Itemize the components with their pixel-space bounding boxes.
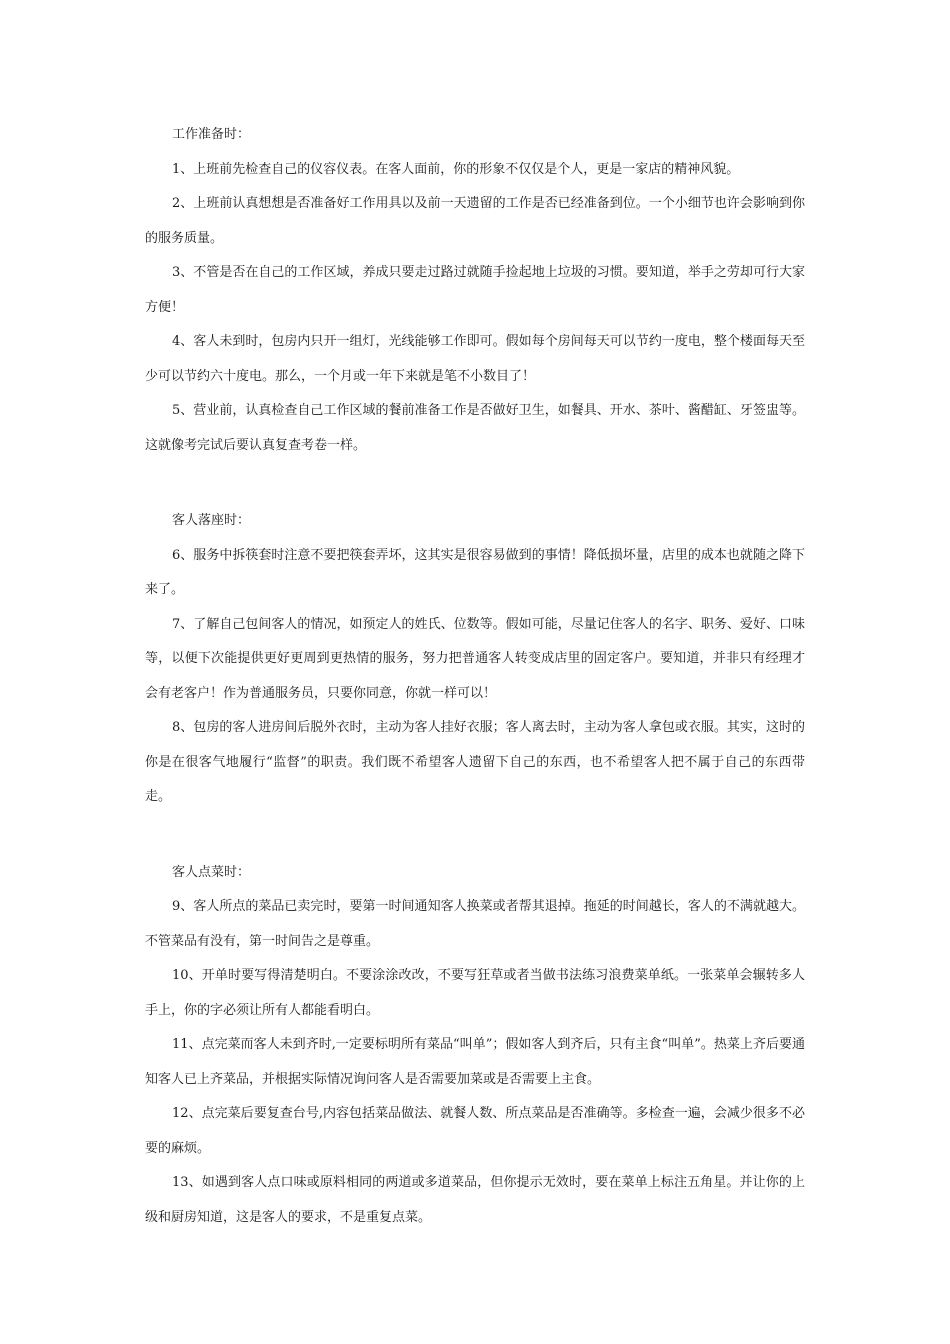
paragraph-item: 6、服务中拆筷套时注意不要把筷套弄坏，这其实是很容易做到的事情！降低损坏量，店里的成本也就随之降下来了。 (145, 547, 805, 597)
document-page (145, 118, 805, 1235)
paragraph-item: 5、营业前，认真检查自己工作区域的餐前准备工作是否做好卫生，如餐具、开水、茶叶、酱醋缸、牙签盅等。这就像考完试后要认真复查考卷一样。 (145, 403, 805, 453)
section-heading: 客人落座时： (172, 513, 251, 528)
paragraph-item: 13、如遇到客人点口味或原料相同的两道或多道菜品，但你提示无效时，要在菜单上标注五角星。并让你的上级和厨房知道，这是客人的要求，不是重复点菜。 (145, 1175, 805, 1225)
section-work-preparation (145, 118, 805, 463)
section-heading: 客人点菜时： (172, 864, 251, 880)
section-guest-ordering (145, 856, 805, 1236)
paragraph-item: 9、客人所点的菜品已卖完时，要第一时间通知客人换菜或者帮其退掉。拖延的时间越长，客人的不满就越大。不管菜品有没有，第一时间告之是尊重。 (145, 899, 805, 949)
paragraph-item: 1、上班前先检查自己的仪容仪表。在客人面前，你的形象不仅仅是个人，更是一家店的精神风貌。 (172, 161, 740, 177)
paragraph-item: 4、客人未到时，包房内只开一组灯，光线能够工作即可。假如每个房间每天可以节约一度电，整个楼面每天至少可以节约六十度电。那么，一个月或一年下来就是笔不小数目了！ (145, 334, 805, 384)
paragraph-item: 12、点完菜后要复查台号,内容包括菜品做法、就餐人数、所点菜品是否准确等。多检查一遍，会减少很多不必要的麻烦。 (145, 1106, 805, 1156)
paragraph-item: 11、点完菜而客人未到齐时,一定要标明所有菜品“叫单”；假如客人到齐后，只有主食“叫单”。热菜上齐后要通知客人已上齐菜品，并根据实际情况询问客人是否需要加菜或是否需要上主食。 (145, 1037, 805, 1087)
section-heading: 工作准备时： (172, 127, 251, 142)
paragraph-item: 10、开单时要写得清楚明白。不要涂涂改改，不要写狂草或者当做书法练习浪费菜单纸。一张菜单会辗转多人手上，你的字必须让所有人都能看明白。 (145, 968, 805, 1018)
paragraph-item: 2、上班前认真想想是否准备好工作用具以及前一天遗留的工作是否已经准备到位。一个小细节也许会影响到你的服务质量。 (145, 196, 805, 246)
paragraph-item: 3、不管是否在自己的工作区域，养成只要走过路过就随手捡起地上垃圾的习惯。要知道，举手之劳却可行大家方便！ (145, 265, 805, 315)
paragraph-item: 8、包房的客人进房间后脱外衣时，主动为客人挂好衣服；客人离去时，主动为客人拿包或衣服。其实，这时的你是在很客气地履行“监督”的职责。我们既不希望客人遗留下自己的东西，也不希望客人把不属于自己的东西带走。 (145, 720, 805, 804)
paragraph-item: 7、了解自己包间客人的情况，如预定人的姓氏、位数等。假如可能，尽量记住客人的名字、职务、爱好、口味等，以便下次能提供更好更周到更热情的服务，努力把普通客人转变成店里的固定客户。要知道，并非只有经理才会有老客户！作为普通服务员，只要你同意，你就一样可以！ (145, 616, 805, 701)
section-guest-seating (145, 504, 805, 815)
